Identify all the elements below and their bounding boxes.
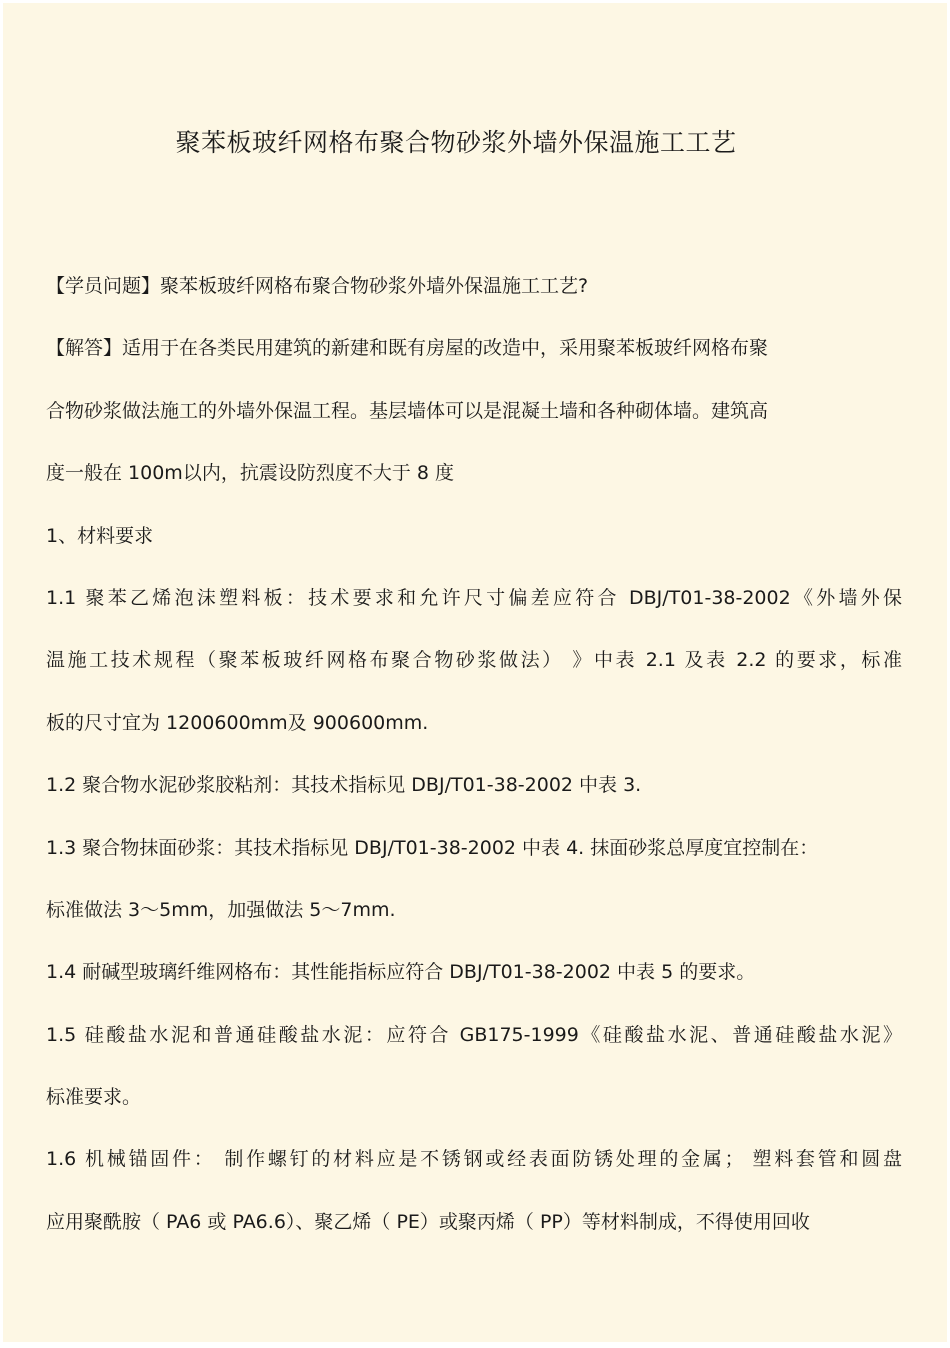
item-1-5-line-1: 1.5 硅酸盐水泥和普通硅酸盐水泥：应符合 GB175-1999《硅酸盐水泥、普通硅酸盐水泥》 [46, 1023, 902, 1046]
item-1-3-line-1: 1.3 聚合物抹面砂浆：其技术指标见 DBJ/T01-38-2002 中表 4. 抹面砂浆总厚度宜控制在： [46, 836, 819, 859]
item-1-1-line-1: 1.1 聚苯乙烯泡沫塑料板：技术要求和允许尺寸偏差应符合 DBJ/T01-38-2002《外墙外保 [46, 586, 902, 609]
paragraph-answer-line-3: 度一般在 100m以内，抗震设防烈度不大于 8 度 [46, 462, 454, 485]
item-1-3-line-2: 标准做法 3～5mm，加强做法 5～7mm. [46, 898, 396, 921]
item-1-6-line-2: 应用聚酰胺（ PA6 或 PA6.6）、聚乙烯（ PE）或聚丙烯（ PP）等材料制成，不得使用回收 [46, 1210, 810, 1233]
paragraph-question: 【学员问题】聚苯板玻纤网格布聚合物砂浆外墙外保温施工工艺? [46, 275, 589, 297]
item-1-2: 1.2 聚合物水泥砂浆胶粘剂：其技术指标见 DBJ/T01-38-2002 中表 3. [46, 774, 642, 797]
item-1-5-line-2: 标准要求。 [46, 1086, 142, 1109]
item-1-4: 1.4 耐碱型玻璃纤维网格布：其性能指标应符合 DBJ/T01-38-2002 中表 5 的要求。 [46, 961, 756, 984]
item-1-1-line-2: 温施工技术规程（聚苯板玻纤网格布聚合物砂浆做法） 》中表 2.1 及表 2.2 的要求，标准 [46, 649, 902, 672]
paragraph-answer-line-1: 【解答】适用于在各类民用建筑的新建和既有房屋的改造中，采用聚苯板玻纤网格布聚 [46, 337, 769, 360]
item-1-1-line-3: 板的尺寸宜为 1200600mm及 900600mm. [46, 711, 429, 734]
section-heading-materials: 1、材料要求 [46, 524, 154, 547]
document-title: 聚苯板玻纤网格布聚合物砂浆外墙外保温施工工艺 [175, 128, 737, 157]
document-body [46, 255, 902, 1253]
item-1-6-line-1: 1.6 机械锚固件： 制作螺钉的材料应是不锈钢或经表面防锈处理的金属； 塑料套管和圆盘 [46, 1148, 902, 1171]
document-page [3, 3, 947, 1342]
paragraph-answer-line-2: 合物砂浆做法施工的外墙外保温工程。基层墙体可以是混凝土墙和各种砌体墙。建筑高 [46, 399, 769, 422]
